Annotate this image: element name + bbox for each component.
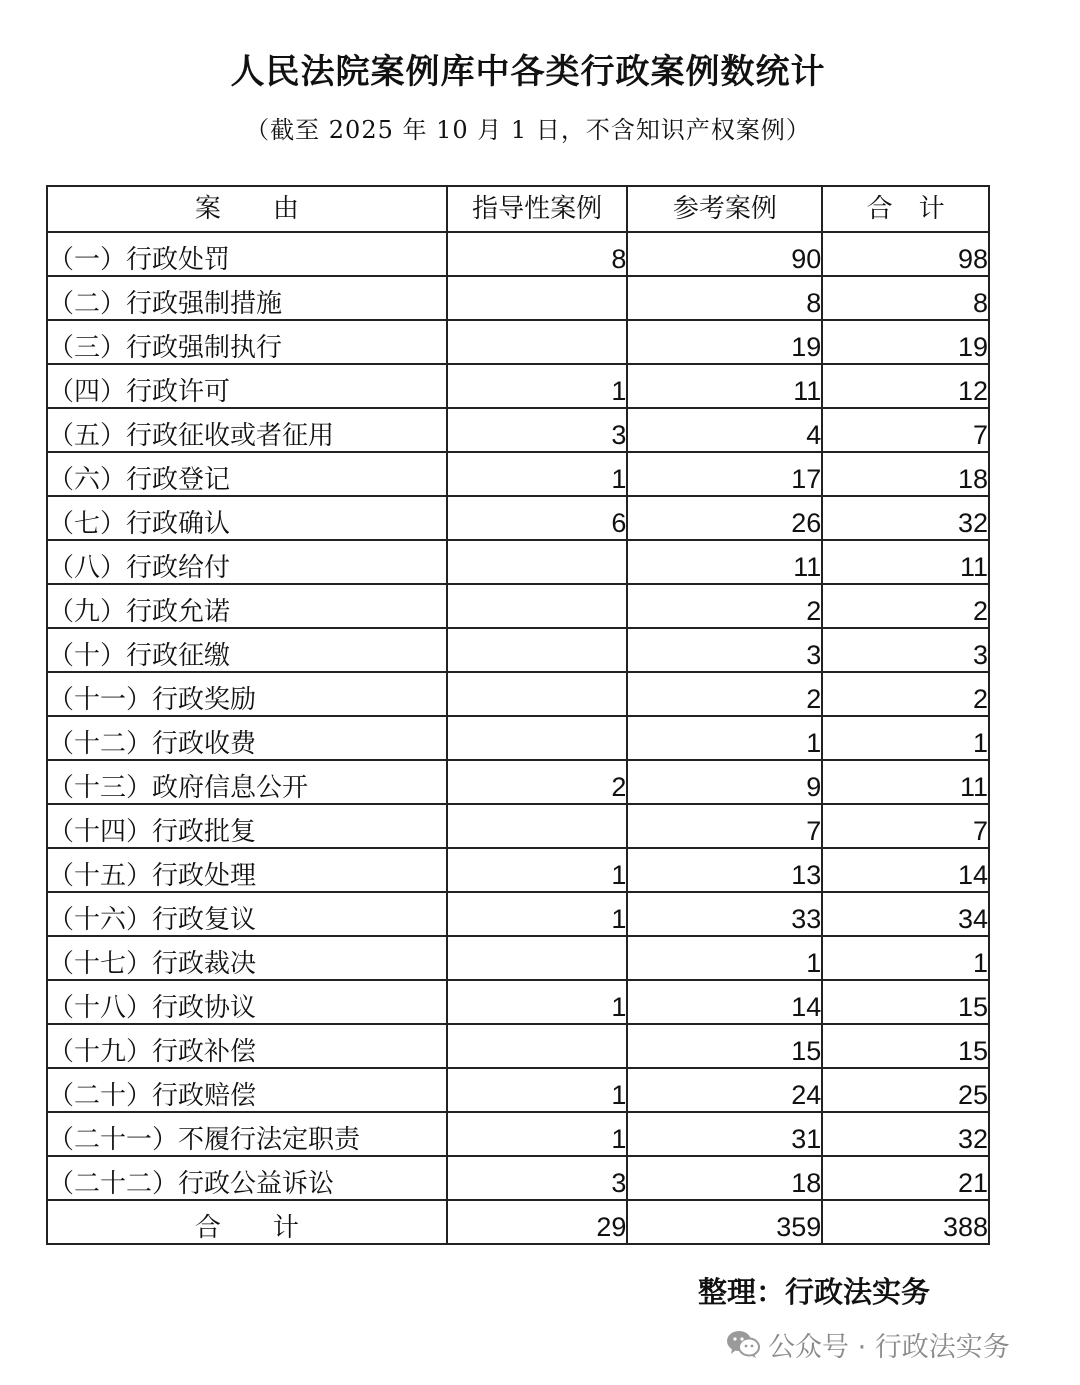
case-cause-cell: （三）行政强制执行 [47, 320, 447, 364]
total-count-cell: 1 [822, 716, 989, 760]
table-row [47, 364, 989, 408]
guiding-count-cell: 1 [447, 980, 628, 1024]
guiding-count-cell: 1 [447, 364, 628, 408]
total-count-cell: 21 [822, 1156, 989, 1200]
reference-count-cell: 11 [627, 540, 822, 584]
table-row [47, 672, 989, 716]
reference-count-cell: 17 [627, 452, 822, 496]
total-count-cell: 11 [822, 540, 989, 584]
reference-count-cell: 24 [627, 1068, 822, 1112]
watermark-text: 公众号 · 行政法实务 [768, 1331, 1010, 1363]
header-reference-cases: 参考案例 [627, 186, 822, 232]
reference-count-cell: 31 [627, 1112, 822, 1156]
case-cause-cell: （八）行政给付 [47, 540, 447, 584]
total-count-cell: 11 [822, 760, 989, 804]
total-reference: 359 [627, 1200, 822, 1244]
guiding-count-cell [447, 584, 628, 628]
table-row [47, 760, 989, 804]
reference-count-cell: 2 [627, 672, 822, 716]
total-count-cell: 19 [822, 320, 989, 364]
statistics-table [46, 185, 990, 1245]
case-cause-cell: （五）行政征收或者征用 [47, 408, 447, 452]
case-cause-cell: （十九）行政补偿 [47, 1024, 447, 1068]
total-count-cell: 32 [822, 496, 989, 540]
table-row [47, 892, 989, 936]
total-count-cell: 98 [822, 232, 989, 276]
case-cause-cell: （十八）行政协议 [47, 980, 447, 1024]
guiding-count-cell: 3 [447, 408, 628, 452]
case-cause-cell: （十七）行政裁决 [47, 936, 447, 980]
case-cause-cell: （二十）行政赔偿 [47, 1068, 447, 1112]
case-cause-cell: （二）行政强制措施 [47, 276, 447, 320]
reference-count-cell: 4 [627, 408, 822, 452]
reference-count-cell: 3 [627, 628, 822, 672]
table-row [47, 1024, 989, 1068]
reference-count-cell: 1 [627, 716, 822, 760]
reference-count-cell: 14 [627, 980, 822, 1024]
guiding-count-cell [447, 320, 628, 364]
reference-count-cell: 11 [627, 364, 822, 408]
total-count-cell: 18 [822, 452, 989, 496]
guiding-count-cell [447, 540, 628, 584]
total-count-cell: 2 [822, 672, 989, 716]
table-row [47, 628, 989, 672]
guiding-count-cell: 3 [447, 1156, 628, 1200]
total-count-cell: 7 [822, 804, 989, 848]
table-row [47, 1112, 989, 1156]
reference-count-cell: 7 [627, 804, 822, 848]
total-count-cell: 7 [822, 408, 989, 452]
guiding-count-cell: 1 [447, 1112, 628, 1156]
table-row [47, 408, 989, 452]
total-count-cell: 32 [822, 1112, 989, 1156]
total-guiding: 29 [447, 1200, 628, 1244]
guiding-count-cell: 1 [447, 892, 628, 936]
guiding-count-cell: 1 [447, 848, 628, 892]
total-count-cell: 12 [822, 364, 989, 408]
table-row [47, 716, 989, 760]
total-count-cell: 15 [822, 980, 989, 1024]
reference-count-cell: 8 [627, 276, 822, 320]
case-cause-cell: （十）行政征缴 [47, 628, 447, 672]
total-count-cell: 25 [822, 1068, 989, 1112]
table-row [47, 540, 989, 584]
table-total-row [47, 1200, 989, 1244]
guiding-count-cell [447, 628, 628, 672]
total-count-cell: 14 [822, 848, 989, 892]
guiding-count-cell [447, 672, 628, 716]
table-row [47, 276, 989, 320]
case-cause-cell: （十一）行政奖励 [47, 672, 447, 716]
table-row [47, 1156, 989, 1200]
case-cause-cell: （十四）行政批复 [47, 804, 447, 848]
guiding-count-cell: 1 [447, 452, 628, 496]
guiding-count-cell [447, 716, 628, 760]
total-count-cell: 3 [822, 628, 989, 672]
case-cause-cell: （二十二）行政公益诉讼 [47, 1156, 447, 1200]
reference-count-cell: 18 [627, 1156, 822, 1200]
table-row [47, 1068, 989, 1112]
header-guiding-cases: 指导性案例 [447, 186, 628, 232]
table-header-row [47, 186, 989, 232]
guiding-count-cell: 2 [447, 760, 628, 804]
case-cause-cell: （十二）行政收费 [47, 716, 447, 760]
reference-count-cell: 90 [627, 232, 822, 276]
header-total: 合 计 [822, 186, 989, 232]
table-row [47, 980, 989, 1024]
case-cause-cell: （四）行政许可 [47, 364, 447, 408]
table-row [47, 804, 989, 848]
case-cause-cell: （一）行政处罚 [47, 232, 447, 276]
table-row [47, 496, 989, 540]
page-title: 人民法院案例库中各类行政案例数统计 [230, 52, 826, 92]
total-count-cell: 34 [822, 892, 989, 936]
case-cause-cell: （七）行政确认 [47, 496, 447, 540]
guiding-count-cell [447, 936, 628, 980]
total-label: 合 计 [47, 1200, 447, 1244]
guiding-count-cell: 6 [447, 496, 628, 540]
guiding-count-cell [447, 804, 628, 848]
case-cause-cell: （十三）政府信息公开 [47, 760, 447, 804]
table-row [47, 320, 989, 364]
case-cause-cell: （十六）行政复议 [47, 892, 447, 936]
reference-count-cell: 19 [627, 320, 822, 364]
case-cause-cell: （九）行政允诺 [47, 584, 447, 628]
total-count-cell: 2 [822, 584, 989, 628]
guiding-count-cell [447, 276, 628, 320]
watermark [726, 1326, 1010, 1362]
reference-count-cell: 33 [627, 892, 822, 936]
total-count-cell: 1 [822, 936, 989, 980]
table-row [47, 232, 989, 276]
total-count-cell: 8 [822, 276, 989, 320]
reference-count-cell: 9 [627, 760, 822, 804]
total-count-cell: 15 [822, 1024, 989, 1068]
reference-count-cell: 2 [627, 584, 822, 628]
case-cause-cell: （二十一）不履行法定职责 [47, 1112, 447, 1156]
guiding-count-cell [447, 1024, 628, 1068]
table-row [47, 848, 989, 892]
reference-count-cell: 15 [627, 1024, 822, 1068]
page-subtitle: （截至 2025 年 10 月 1 日，不含知识产权案例） [245, 116, 811, 144]
wechat-icon [726, 1329, 760, 1359]
case-cause-cell: （六）行政登记 [47, 452, 447, 496]
case-cause-cell: （十五）行政处理 [47, 848, 447, 892]
header-case-cause: 案 由 [47, 186, 447, 232]
guiding-count-cell: 1 [447, 1068, 628, 1112]
guiding-count-cell: 8 [447, 232, 628, 276]
table-body [47, 232, 989, 1200]
table-row [47, 452, 989, 496]
reference-count-cell: 26 [627, 496, 822, 540]
reference-count-cell: 1 [627, 936, 822, 980]
table-row [47, 584, 989, 628]
total-sum: 388 [822, 1200, 989, 1244]
reference-count-cell: 13 [627, 848, 822, 892]
table-row [47, 936, 989, 980]
compiler-credit: 整理：行政法实务 [698, 1275, 931, 1309]
